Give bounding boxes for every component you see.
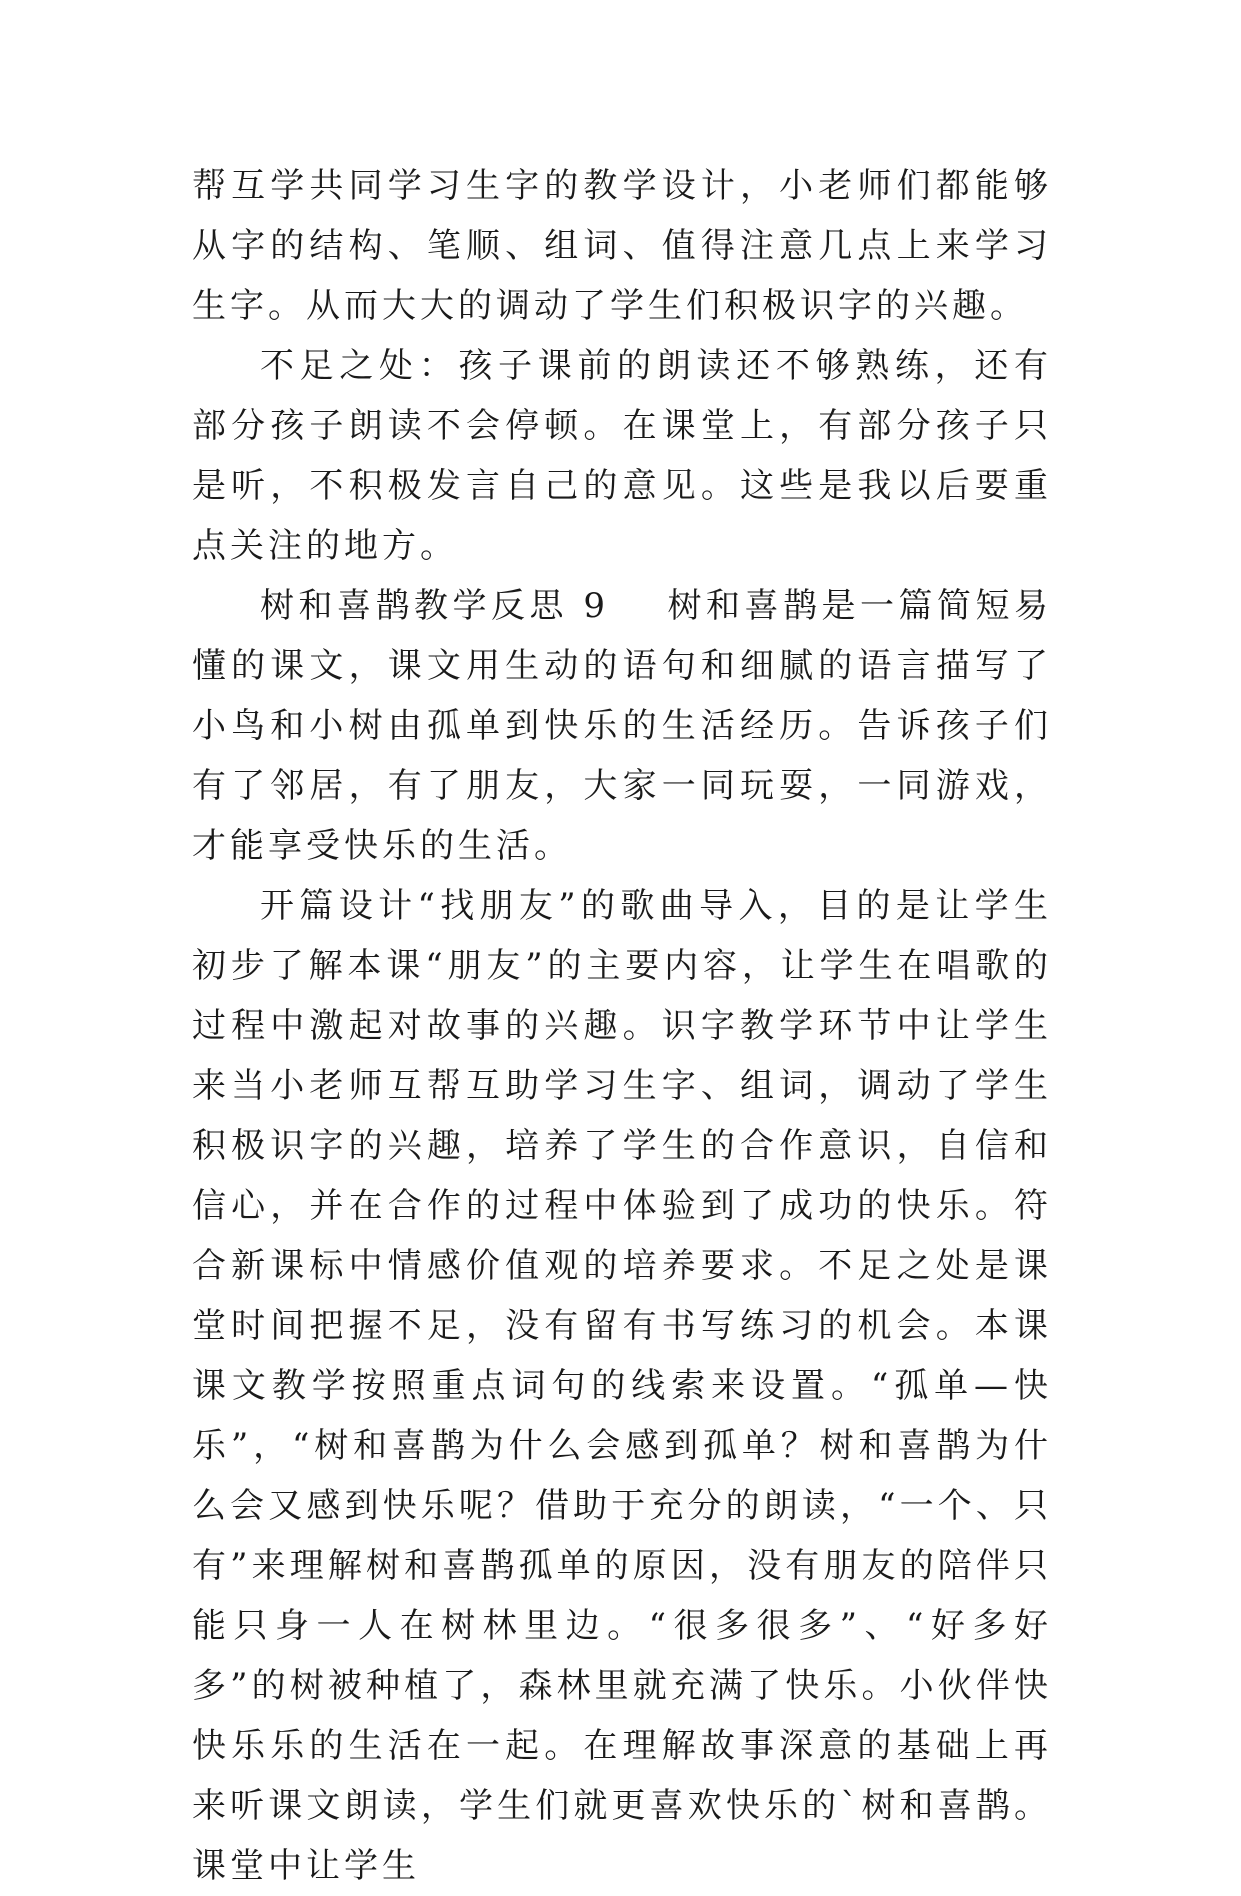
paragraph-lesson-design: 开篇设计“找朋友”的歌曲导入，目的是让学生初步了解本课“朋友”的主要内容，让学生在唱歌的过程中激起对故事的兴趣。识字教学环节中让学生来当小老师互帮互助学习生字、组词，调动了学生积极识字的兴趣，培养了学生的合作意识，自信和信心，并在合作的过程中体验到了成功的快乐。符合新课标中情感价值观的培养要求。不足之处是课堂时间把握不足，没有留有书写练习的机会。本课课文教学按照重点词句的线索来设置。“孤单—快乐”，“树和喜鹊为什么会感到孤单？树和喜鹊为什么会又感到快乐呢？借助于充分的朗读，“一个、只有”来理解树和喜鹊孤单的原因，没有朋友的陪伴只能只身一人在树林里边。“很多很多”、“好多好多”的树被种植了，森林里就充满了快乐。小伙伴快快乐乐的生活在一起。在理解故事深意的基础上再来听课文朗读，学生们就更喜欢快乐的`树和喜鹊。课堂中让学生 — [192, 886, 1052, 1886]
paragraph-shortcomings: 不足之处：孩子课前的朗读还不够熟练，还有部分孩子朗读不会停顿。在课堂上，有部分孩子只是听，不积极发言自己的意见。这些是我以后要重点关注的地方。 — [192, 346, 1052, 566]
paragraph-reflection-9 — [192, 576, 1052, 876]
document-body — [192, 156, 1052, 1896]
paragraph-continuation: 帮互学共同学习生字的教学设计，小老师们都能够从字的结构、笔顺、组词、值得注意几点上来学习生字。从而大大的调动了学生们积极识字的兴趣。 — [192, 166, 1052, 326]
section-heading: 树和喜鹊教学反思 9 — [260, 586, 609, 626]
paragraph-reflection-9-text: 树和喜鹊是一篇简短易懂的课文，课文用生动的语句和细腻的语言描写了小鸟和小树由孤单到快乐的生活经历。告诉孩子们有了邻居，有了朋友，大家一同玩耍，一同游戏，才能享受快乐的生活。 — [192, 586, 1052, 866]
